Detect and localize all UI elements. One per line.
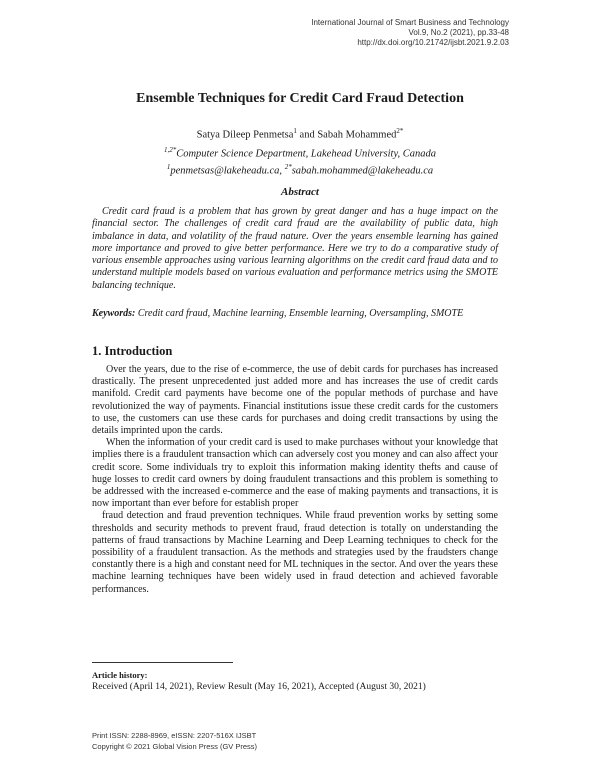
author-2-sup: 2* <box>396 127 404 135</box>
affiliation-dept: Computer Science Department, Lakehead University, Canada <box>176 148 437 160</box>
abstract-text: Credit card fraud is a problem that has grown by great danger and has a huge impact on the financial sector. The challenges of credit card fraud are the availability of public data, high imbalance in data, and volatility of the fraud nature. Over the years ensemble learning has gained more importance and proved to give better performance. Here we try to do a comparative study of various ensemble approaches using various learning algorithms on the credit card fraud data and to understand multiple models based on various evaluation and performance metrics using the SMOTE balancing technique. <box>92 206 498 291</box>
introduction-body <box>92 364 498 596</box>
intro-paragraph: fraud detection and fraud prevention techniques. While fraud prevention works by setting some thresholds and security methods to prevent fraud, fraud detection is totally on understanding the patterns of fraud transactions by Machine Learning and Deep Learning techniques to check for the possibility of a fraudulent transaction. As the methods and strategies used by the fraudsters change constantly there is a high and constant need for ML techniques in the sector. And over the years these machine learning techniques have been widely used in fraud detection and achieved favorable performances. <box>92 510 498 595</box>
author-1: Satya Dileep Penmetsa <box>196 129 294 141</box>
affiliation <box>0 144 600 178</box>
intro-paragraph: Over the years, due to the rise of e-commerce, the use of debit cards for purchases has increased drastically. The present unprecedented just added more and has increases the use of credit cards manifold. Credit card payments have become one of the popular methods of purchase and have revolutionized the way of payments. Financial institutions issue these credit cards for the customers to use, the customers can use these cards for purchases and doing credit transactions by using the details imprinted upon the cards. <box>92 364 498 437</box>
email1-sup: 1 <box>166 163 171 171</box>
paper-title: Ensemble Techniques for Credit Card Fraud Detection <box>136 91 464 106</box>
author-line <box>0 127 600 141</box>
section-heading-introduction: 1. Introduction <box>92 344 173 358</box>
keywords-label: Keywords: <box>92 308 136 319</box>
journal-name: International Journal of Smart Business and Technology <box>311 18 509 27</box>
journal-header <box>311 18 509 48</box>
intro-paragraph: When the information of your credit card is used to make purchases without your knowledge that implies there is a fraudulent transaction which can adversely cost you money and can also affect your credit score. Some individuals try to exploit this information making identity thefts and cause of huge losses to credit card owners by doing fraudulent transactions and this problem is something to be addressed with the increased e-commerce and the ease of making payments and transactions, it is now important than ever before for establish proper <box>92 437 498 510</box>
keywords-text: Credit card fraud, Machine learning, Ensemble learning, Oversampling, SMOTE <box>135 308 464 319</box>
affiliation-sup: 1,2* <box>163 146 177 154</box>
footer-issn: Print ISSN: 2288-8969, eISSN: 2207-516X IJSBT <box>92 731 257 740</box>
keywords <box>92 308 498 320</box>
email2-sup: 2* <box>284 163 292 171</box>
footnote-divider <box>92 662 233 663</box>
affiliation-dept-line <box>0 144 600 161</box>
page-footer <box>92 731 257 752</box>
email-2[interactable]: sabah.mohammed@lakeheadu.ca <box>291 165 434 177</box>
author-1-sup: 1 <box>293 127 297 135</box>
footer-copyright: Copyright © 2021 Global Vision Press (GV Press) <box>92 741 258 751</box>
article-history-text: Received (April 14, 2021), Review Result (May 16, 2021), Accepted (August 30, 2021) <box>92 682 426 692</box>
journal-doi[interactable]: http://dx.doi.org/10.21742/ijsbt.2021.9.2.03 <box>357 38 509 47</box>
affiliation-email-line <box>0 161 600 178</box>
article-history-label: Article history: <box>92 670 148 680</box>
journal-volume: Vol.9, No.2 (2021), pp.33-48 <box>408 28 509 37</box>
abstract-heading: Abstract <box>281 186 319 198</box>
author-and: and <box>296 129 318 141</box>
email-1[interactable]: penmetsas@lakeheadu.ca, <box>170 165 285 177</box>
author-2: Sabah Mohammed <box>317 129 397 141</box>
